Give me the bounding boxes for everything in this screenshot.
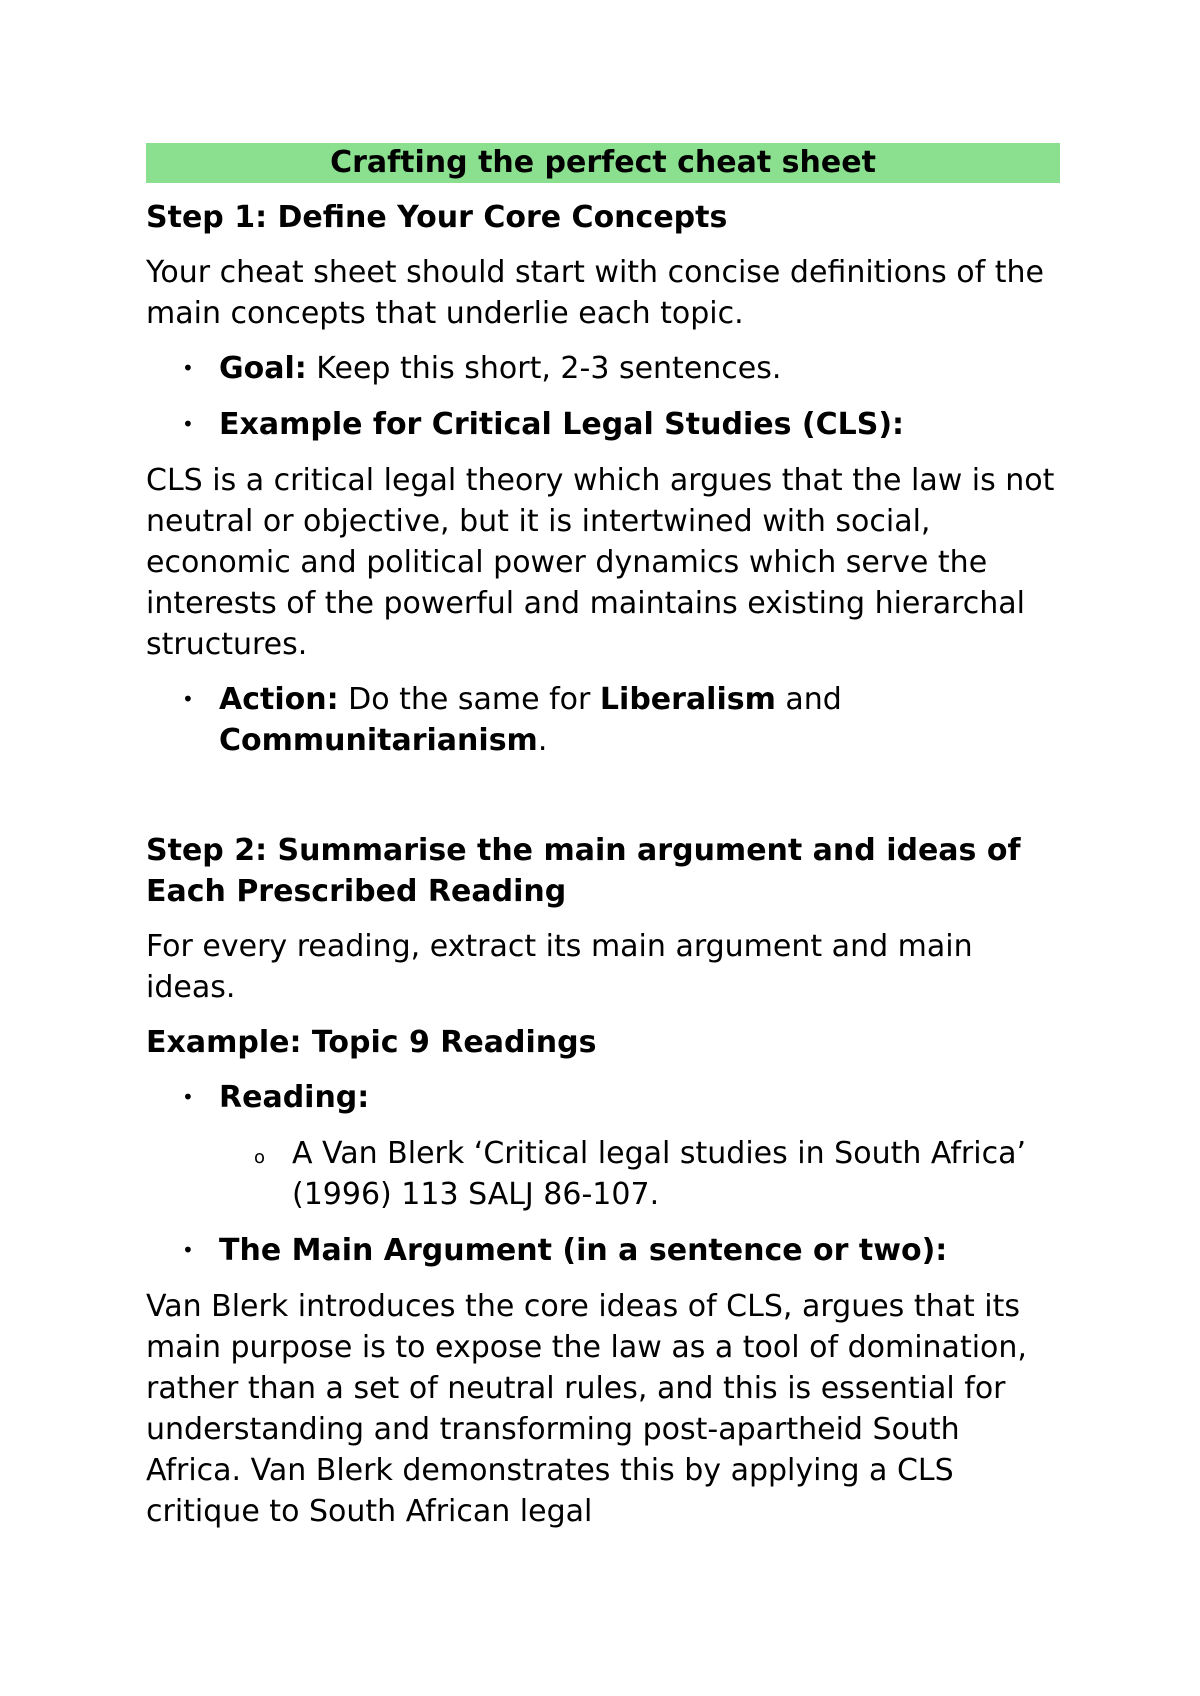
document-title: Crafting the perfect cheat sheet [146,143,1060,183]
reading-label: Reading: [219,1080,370,1115]
step2-list [146,1077,1060,1271]
step1-list [146,348,1060,445]
goal-label: Goal: [219,351,307,386]
cls-definition: CLS is a critical legal theory which argues that the law is not neutral or objective, but it is intertwined with social, economic and political power dynamics which serve the interests of the powerful and maintains existing hierarchal structures. [146,463,1055,662]
example-heading: Example: Topic 9 Readings [146,1025,597,1060]
step2-heading: Step 2: Summarise the main argument and ideas of Each Prescribed Reading [146,833,1021,909]
list-item-argument [146,1230,1060,1271]
section-spacer [146,776,1060,830]
step2-intro: For every reading, extract its main argument and main ideas. [146,929,973,1005]
example-label: Example for Critical Legal Studies (CLS): [219,407,905,442]
list-item-goal [146,348,1060,389]
action-text-end: . [537,723,548,758]
document-page [146,143,1060,1546]
list-subitem-citation: o A Van Blerk ‘Critical legal studies in South Africa’ (1996) 113 SALJ 86-107. [146,1133,1060,1215]
action-text: Do the same for [338,682,600,717]
goal-text: Keep this short, 2-3 sentences. [306,351,782,386]
argument-text: Van Blerk introduces the core ideas of CLS, argues that its main purpose is to expose the law as a tool of domination, rather than a set of neutral rules, and this is essential for understanding and transforming post-apartheid South Africa. Van Blerk demonstrates this by applying a CLS critique to South African legal [146,1289,1027,1529]
step1-action-list [146,679,1060,761]
action-label: Action: [219,682,339,717]
list-item-action [146,679,1060,761]
step1-heading: Step 1: Define Your Core Concepts [146,200,728,235]
argument-label: The Main Argument (in a sentence or two): [219,1233,948,1268]
list-item-reading [146,1077,1060,1118]
action-term-communitarianism: Communitarianism [219,723,538,758]
action-text-and: and [775,682,842,717]
list-item-example [146,404,1060,445]
action-term-liberalism: Liberalism [599,682,776,717]
step1-intro: Your cheat sheet should start with concise definitions of the main concepts that underlie each topic. [146,255,1044,331]
